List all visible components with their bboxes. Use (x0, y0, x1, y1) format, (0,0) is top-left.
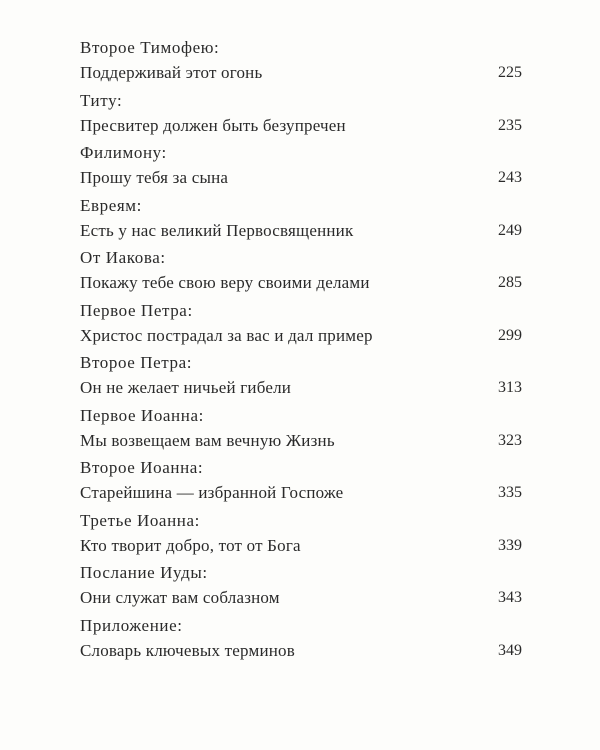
toc-book-title: Второе Иоанна: (80, 458, 204, 477)
toc-entry (80, 457, 522, 510)
table-of-contents (80, 37, 522, 667)
toc-chapter-title: Есть у нас великий Первосвященник (80, 220, 354, 240)
toc-page-number: 313 (498, 379, 522, 396)
toc-book-title: Второе Тимофею: (80, 38, 220, 57)
toc-book-title: Евреям: (80, 195, 142, 215)
toc-book-title: Третье Иоанна: (80, 510, 200, 530)
toc-entry (80, 615, 522, 668)
toc-page-number: 235 (498, 116, 522, 134)
toc-page-number: 285 (498, 274, 522, 291)
toc-chapter-title: Пресвитер должен быть безупречен (80, 115, 346, 135)
toc-book-title: Приложение: (80, 615, 183, 635)
toc-page-number: 249 (498, 221, 522, 239)
toc-entry (80, 247, 522, 300)
toc-page-number: 323 (498, 431, 522, 449)
toc-book-title: Послание Иуды: (80, 563, 208, 582)
toc-book-title: Второе Петра: (80, 353, 193, 372)
toc-chapter-title: Словарь ключевых терминов (80, 640, 295, 660)
toc-page-number: 225 (498, 64, 522, 81)
toc-entry (80, 300, 522, 353)
toc-page-number: 335 (498, 484, 522, 501)
toc-entry (80, 562, 522, 615)
toc-entry (80, 405, 522, 458)
toc-entry (80, 90, 522, 143)
toc-book-title: Первое Иоанна: (80, 405, 204, 425)
toc-entry (80, 142, 522, 195)
toc-entry (80, 195, 522, 248)
toc-book-title: От Иакова: (80, 248, 166, 267)
toc-chapter-title: Они служат вам соблазном (80, 588, 280, 607)
toc-page-number: 343 (498, 589, 522, 606)
toc-chapter-title: Покажу тебе свою веру своими делами (80, 273, 370, 292)
toc-book-title: Первое Петра: (80, 300, 193, 320)
toc-chapter-title: Христос пострадал за вас и дал пример (80, 325, 373, 345)
toc-page-number: 299 (498, 326, 522, 344)
toc-chapter-title: Поддерживай этот огонь (80, 63, 263, 82)
toc-book-title: Филимону: (80, 143, 167, 162)
toc-book-title: Титу: (80, 90, 123, 110)
toc-chapter-title: Кто творит добро, тот от Бога (80, 535, 301, 555)
toc-chapter-title: Мы возвещаем вам вечную Жизнь (80, 430, 335, 450)
toc-chapter-title: Он не желает ничьей гибели (80, 378, 292, 397)
toc-entry (80, 37, 522, 90)
toc-page-number: 243 (498, 169, 522, 186)
toc-entry (80, 510, 522, 563)
toc-page-number: 349 (498, 641, 522, 659)
toc-chapter-title: Старейшина — избранной Госпоже (80, 483, 344, 502)
toc-chapter-title: Прошу тебя за сына (80, 168, 229, 187)
toc-entry (80, 352, 522, 405)
toc-page-number: 339 (498, 536, 522, 554)
